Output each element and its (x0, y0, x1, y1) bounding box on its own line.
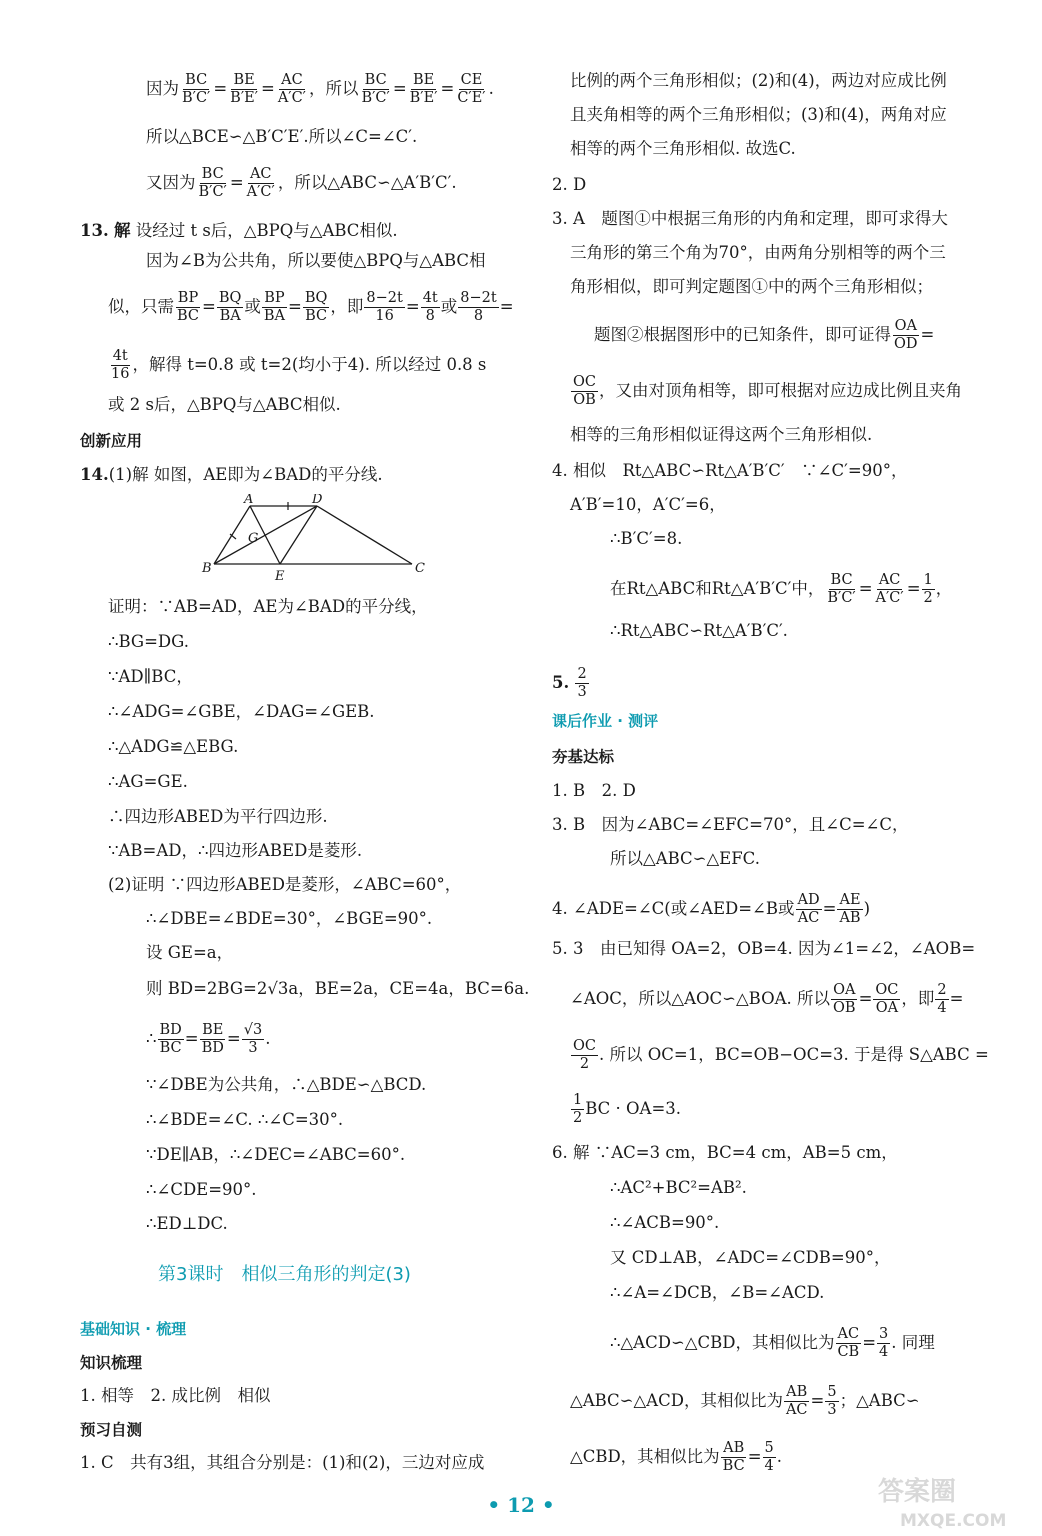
proof-line: ∵∠DBE为公共角，∴△BDE∽△BCD. (146, 1075, 427, 1094)
text-line: 6. 解 ∵AC=3 cm，BC=4 cm，AB=5 cm， (552, 1143, 898, 1162)
text-line: 相等的两个三角形相似. 故选C. (570, 139, 796, 158)
fraction: $\frac{BP}{BC}$ (177, 290, 200, 324)
eq-line-r22: ∠AOC，所以△AOC∽△BOA. 所以 $\frac{OA}{OB}$ = $\frac{OC}{OA}$ ，即 $\frac{2}{4}$ = (570, 982, 964, 1016)
text-line: ∴∠A=∠DCB，∠B=∠ACD. (610, 1283, 825, 1302)
section-heading: 知识梳理 (80, 1354, 143, 1372)
fraction: $\frac{1}{2}$ (573, 1092, 583, 1126)
proof-line: ∴∠ADG=∠GBE，∠DAG=∠GEB. (108, 702, 375, 721)
fraction: $\frac{BD}{BC}$ (159, 1022, 182, 1056)
question-14: 14.(1)解 如图，AE即为∠BAD的平分线. (80, 465, 383, 484)
fraction: $\frac{AC}{CB}$ (837, 1326, 860, 1360)
text-line: 1. C 共有3组，其组合分别是：(1)和(2)，三边对应成 (80, 1453, 485, 1472)
proof-line: 证明：∵AB=AD，AE为∠BAD的平分线， (108, 597, 428, 616)
text-line: 比例的两个三角形相似；(2)和(4)，两边对应成比例 (570, 71, 947, 90)
fraction: $\frac{2}{4}$ (937, 982, 947, 1016)
proof-line: ∴△ADG≌△EBG. (108, 737, 239, 756)
fraction: $\frac{2}{3}$ (577, 666, 587, 700)
text-line: 所以△ABC∽△EFC. (610, 849, 760, 868)
proof-line: ∵DE∥AB，∴∠DEC=∠ABC=60°. (146, 1145, 406, 1164)
fraction: $\frac{BC}{B'C'}$ (198, 166, 227, 200)
proof-line: ∴四边形ABED为平行四边形. (108, 807, 328, 826)
fraction: $\frac{BQ}{BA}$ (218, 290, 242, 324)
proof-line: ∴AG=GE. (108, 772, 188, 791)
text-line: 3. B 因为∠ABC=∠EFC=70°，且∠C=∠C， (552, 815, 909, 834)
point-label: G (248, 531, 259, 546)
svg-text:MXQE.COM: MXQE.COM (900, 1511, 1007, 1531)
fraction: $\frac{BC}{B'C'}$ (182, 72, 211, 106)
lesson-title: 第3课时 相似三角形的判定(3) (158, 1264, 411, 1285)
section-heading: 夯基达标 (552, 748, 615, 766)
eq-line-1: 因为 $\frac{BC}{B'C'}$ = $\frac{BE}{B'E'}$ = $\frac{AC}{A'C'}$ ，所以 $\frac{BC}{B'C'}$ = $\frac{BE}{B'E'}$ = $\frac{CE}{C'E'}$ . (146, 72, 494, 106)
fraction: $\frac{√3}{3}$ (243, 1022, 263, 1056)
proof-line: ∴BG=DG. (108, 632, 190, 651)
eq-line-r23: $\frac{OC}{2}$ . 所以 OC=1，BC=OB−OC=3. 于是得 S△ABC = (573, 1038, 989, 1072)
fraction: $\frac{OC}{2}$ (573, 1038, 596, 1072)
watermark-logo (870, 1470, 1040, 1532)
section-heading: 预习自测 (80, 1421, 143, 1439)
proof-line: ∴∠CDE=90°. (146, 1180, 257, 1199)
eq-line-r20: 4. ∠ADE=∠C(或∠AED=∠B或 $\frac{AD}{AC}$ = $\frac{AE}{AB}$ ) (552, 892, 871, 926)
eq-line-r30: ∴△ACD∽△CBD，其相似比为 $\frac{AC}{CB}$ = $\frac{3}{4}$ . 同理 (610, 1326, 935, 1360)
text-line: 1. 相等 2. 成比例 相似 (80, 1386, 271, 1405)
fraction: $\frac{BP}{BA}$ (263, 290, 286, 324)
section-heading: 创新应用 (80, 432, 143, 450)
fraction: $\frac{3}{4}$ (879, 1326, 889, 1360)
proof-line: (2)证明 ∵四边形ABED是菱形，∠ABC=60°， (108, 875, 462, 894)
text-line: ∴B′C′=8. (610, 529, 683, 548)
eq-line-r31: △ABC∽△ACD，其相似比为 $\frac{AB}{AC}$ = $\frac{5}{3}$ ；△ABC∽ (570, 1384, 920, 1418)
fraction: $\frac{AB}{AC}$ (785, 1384, 808, 1418)
fraction: $\frac{8-2t}{8}$ (460, 290, 497, 324)
fraction: $\frac{BE}{BD}$ (201, 1022, 224, 1056)
eq-line-ratio: ∴ $\frac{BD}{BC}$ = $\frac{BE}{BD}$ = $\frac{√3}{3}$ . (146, 1022, 271, 1056)
fraction: $\frac{4t}{8}$ (422, 290, 438, 324)
proof-line: 设 GE=a， (146, 943, 234, 962)
proof-line: 则 BD=2BG=2√3a，BE=2a，CE=4a，BC=6a. (146, 979, 530, 998)
section-heading: 课后作业 · 测评 (552, 712, 659, 730)
proof-line: ∴∠DBE=∠BDE=30°，∠BGE=90°. (146, 909, 433, 928)
fraction: $\frac{5}{4}$ (764, 1440, 774, 1474)
fraction: $\frac{AE}{AB}$ (839, 892, 861, 926)
text-line: 角形相似，即可判定题图①中的两个三角形相似； (570, 277, 933, 296)
eq-line-q13-2: $\frac{4t}{16}$ ，解得 t=0.8 或 t=2(均小于4). 所以经过 0.8 s (111, 348, 487, 382)
svg-text:答案圈: 答案圈 (878, 1477, 957, 1507)
geometry-figure (200, 494, 510, 586)
eq-line-q13: 似，只需 $\frac{BP}{BC}$ = $\frac{BQ}{BA}$ 或 $\frac{BP}{BA}$ = $\frac{BQ}{BC}$ ，即 $\frac{8-2t}{16}$ = $\frac{4t}{8}$ 或 $\frac{8-2t}{8}$ = (108, 290, 514, 324)
point-label: C (415, 561, 425, 576)
fraction: $\frac{AC}{A'C'}$ (277, 72, 306, 106)
text-line: 且夹角相等的两个三角形相似；(3)和(4)，两角对应 (570, 105, 947, 124)
text-line: 3. A 题图①中根据三角形的内角和定理，即可求得大 (552, 209, 948, 228)
fraction: $\frac{AB}{BC}$ (722, 1440, 745, 1474)
section-heading: 基础知识 · 梳理 (80, 1320, 187, 1338)
eq-line-r9: $\frac{OC}{OB}$ ，又由对顶角相等，即可根据对应边成比例且夹角 (573, 374, 962, 408)
text-line: 或 2 s后，△BPQ与△ABC相似. (108, 395, 341, 414)
fraction: $\frac{1}{2}$ (923, 572, 933, 606)
fraction: $\frac{4t}{16}$ (111, 348, 130, 382)
eq-line-3: 又因为 $\frac{BC}{B'C'}$ = $\frac{AC}{A'C'}$ ，所以△ABC∽△A′B′C′. (146, 166, 457, 200)
fraction: $\frac{OA}{OB}$ (833, 982, 856, 1016)
fraction: $\frac{BE}{B'E'}$ (409, 72, 438, 106)
text-line: ∴∠ACB=90°. (610, 1213, 720, 1232)
text-line: 三角形的第三个角为70°，由两角分别相等的两个三 (570, 243, 946, 262)
proof-line: ∵AD∥BC， (108, 667, 193, 686)
text-line: 1. B 2. D (552, 781, 636, 800)
text-line: A′B′=10，A′C′=6， (570, 495, 726, 514)
text-line: 4. 相似 Rt△ABC∽Rt△A′B′C′ ∵∠C′=90°， (552, 461, 908, 480)
page-number: • 12 • (487, 1493, 555, 1517)
fraction: $\frac{AC}{A'C'}$ (246, 166, 275, 200)
text-line: ∴AC²+BC²=AB². (610, 1178, 747, 1197)
text-line: ∴Rt△ABC∽Rt△A′B′C′. (610, 621, 788, 640)
fraction: $\frac{BE}{B'E'}$ (230, 72, 258, 106)
fraction: $\frac{8-2t}{16}$ (366, 290, 403, 324)
eq-line-r32: △CBD，其相似比为 $\frac{AB}{BC}$ = $\frac{5}{4}$ . (570, 1440, 783, 1474)
fraction: $\frac{OC}{OB}$ (573, 374, 596, 408)
text-line: 相等的三角形相似证得这两个三角形相似. (570, 425, 873, 444)
fraction: $\frac{CE}{C'E'}$ (457, 72, 486, 106)
text-line: 因为∠B为公共角，所以要使△BPQ与△ABC相 (146, 251, 486, 270)
fraction: $\frac{AD}{AC}$ (797, 892, 820, 926)
fraction: $\frac{OA}{OD}$ (894, 318, 918, 352)
eq-line-r8: 题图②根据图形中的已知条件，即可证得 $\frac{OA}{OD}$ = (594, 318, 935, 352)
question-13: 13. 解 设经过 t s后，△BPQ与△ABC相似. (80, 221, 398, 240)
point-label: A (244, 494, 254, 507)
text-line: 又 CD⊥AB，∠ADC=∠CDB=90°， (610, 1248, 891, 1267)
point-label: D (312, 494, 323, 507)
eq-line-r16: 5. $\frac{2}{3}$ (552, 666, 587, 700)
text-line: 5. 3 由已知得 OA=2，OB=4. 因为∠1=∠2，∠AOB= (552, 939, 976, 958)
proof-line: ∴ED⊥DC. (146, 1214, 228, 1233)
proof-line: ∵AB=AD，∴四边形ABED是菱形. (108, 841, 363, 860)
eq-line-r24: $\frac{1}{2}$ BC · OA=3. (573, 1092, 682, 1126)
fraction: $\frac{BQ}{BC}$ (304, 290, 328, 324)
fraction: $\frac{BC}{B'C'}$ (827, 572, 856, 606)
text-line: 2. D (552, 175, 587, 194)
point-label: E (275, 569, 285, 584)
fraction: $\frac{5}{3}$ (827, 1384, 837, 1418)
fraction: $\frac{BC}{B'C'}$ (361, 72, 390, 106)
fraction: $\frac{AC}{A'C'}$ (875, 572, 904, 606)
point-label: B (202, 561, 212, 576)
fraction: $\frac{OC}{OA}$ (875, 982, 899, 1016)
eq-line-r14: 在Rt△ABC和Rt△A′B′C′中， $\frac{BC}{B'C'}$ = $\frac{AC}{A'C'}$ = $\frac{1}{2}$ ， (610, 572, 953, 606)
text-line: 所以△BCE∽△B′C′E′.所以∠C=∠C′. (146, 127, 418, 146)
proof-line: ∴∠BDE=∠C. ∴∠C=30°. (146, 1110, 344, 1129)
